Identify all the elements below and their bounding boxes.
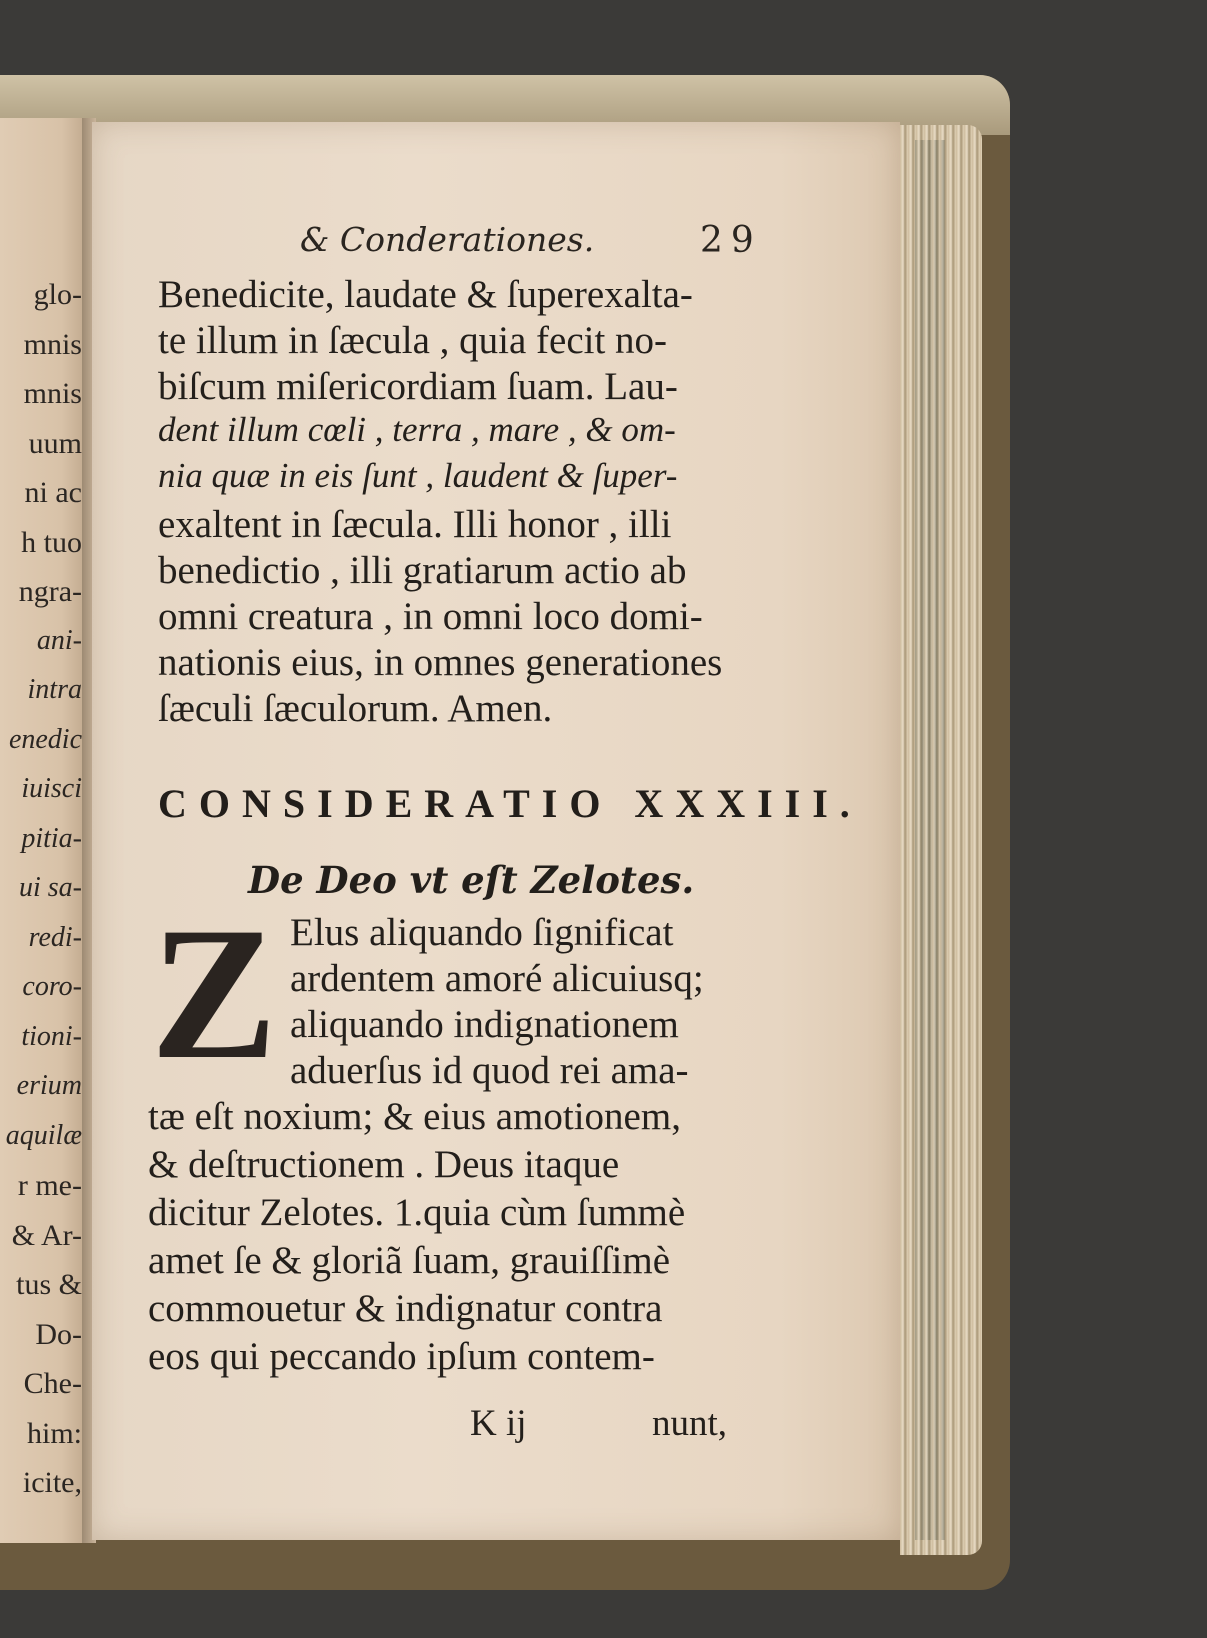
body-line: nationis eius, in omnes generationes (158, 641, 723, 684)
left-page-line: r me- (17, 1169, 82, 1202)
left-page-line: tus & (16, 1268, 82, 1301)
left-page-line: Do- (35, 1317, 82, 1351)
left-page (0, 118, 88, 1543)
body-line: exaltent in ſæcula. Illi honor , illi (158, 503, 672, 546)
body-line: ſæculi ſæculorum. Amen. (158, 687, 553, 730)
left-page-line: & Ar- (11, 1218, 82, 1252)
page-edges-shade (915, 140, 945, 1540)
catchword: nunt, (652, 1403, 728, 1444)
body-line: Benedicite, laudate & ſuperexalta- (158, 273, 693, 316)
body-line: & deſtructionem . Deus itaque (148, 1143, 620, 1186)
left-page-line: pitia- (21, 822, 82, 854)
body-line: aliquando indignationem (290, 1003, 679, 1046)
body-line: commouetur & indignatur contra (148, 1287, 663, 1330)
left-page-line: enedic (8, 723, 82, 755)
body-line: te illum in ſæcula , quia fecit no- (158, 319, 668, 362)
left-page-line: glo- (33, 278, 82, 311)
left-page-line: intra (27, 674, 82, 705)
body-line: eos qui peccando ipſum contem- (148, 1335, 655, 1378)
left-page-line: Che- (23, 1367, 82, 1400)
left-page-line: aquilæ (5, 1119, 82, 1151)
body-line: omni creatura , in omni loco domi- (158, 595, 703, 638)
body-line: dicitur Zelotes. 1.quia cùm ſummè (148, 1191, 686, 1234)
left-page-line: mnis (23, 377, 82, 410)
left-page-line: ni ac (24, 476, 82, 509)
body-line: biſcum miſericordiam ſuam. Lau- (158, 365, 678, 408)
left-page-line: ani- (36, 624, 82, 656)
left-page-line: redi- (28, 921, 82, 953)
left-page-line: ui sa- (19, 872, 82, 903)
body-line: nia quæ in eis ſunt , laudent & ſuper- (158, 456, 678, 495)
left-page-line: erium (16, 1070, 82, 1101)
section-heading: CONSIDERATIO XXXIII. (158, 781, 862, 826)
left-page-line: h tuo (21, 525, 82, 559)
page-number: 29 (700, 220, 762, 261)
running-title: & Conderationes. (300, 220, 595, 259)
body-line: benedictio , illi gratiarum actio ab (158, 549, 687, 592)
signature-mark: K ij (470, 1403, 527, 1444)
body-line: tæ eſt noxium; & eius amotionem, (148, 1095, 681, 1138)
left-page-line: iuisci (21, 773, 82, 804)
left-page-line: mnis (23, 327, 82, 361)
section-subheading: De Deo vt eſt Zelotes. (248, 858, 695, 902)
left-page-line: coro- (22, 971, 82, 1002)
drop-cap: Z (150, 889, 278, 1099)
body-line: dent illum cœli , terra , mare , & om- (158, 410, 676, 449)
body-line: Elus aliquando ſignificat (290, 911, 674, 954)
body-line: ardentem amoré alicuiusq; (290, 957, 704, 1000)
left-page-line: ngra- (18, 575, 82, 608)
body-line: amet ſe & gloriã ſuam, grauiſſimè (148, 1239, 671, 1282)
body-line: aduerſus id quod rei ama- (290, 1049, 689, 1092)
left-page-line: him: (26, 1416, 82, 1450)
left-page-line: icite, (22, 1466, 82, 1499)
left-page-line: tioni- (21, 1020, 82, 1052)
left-page-line: uum (28, 426, 82, 460)
